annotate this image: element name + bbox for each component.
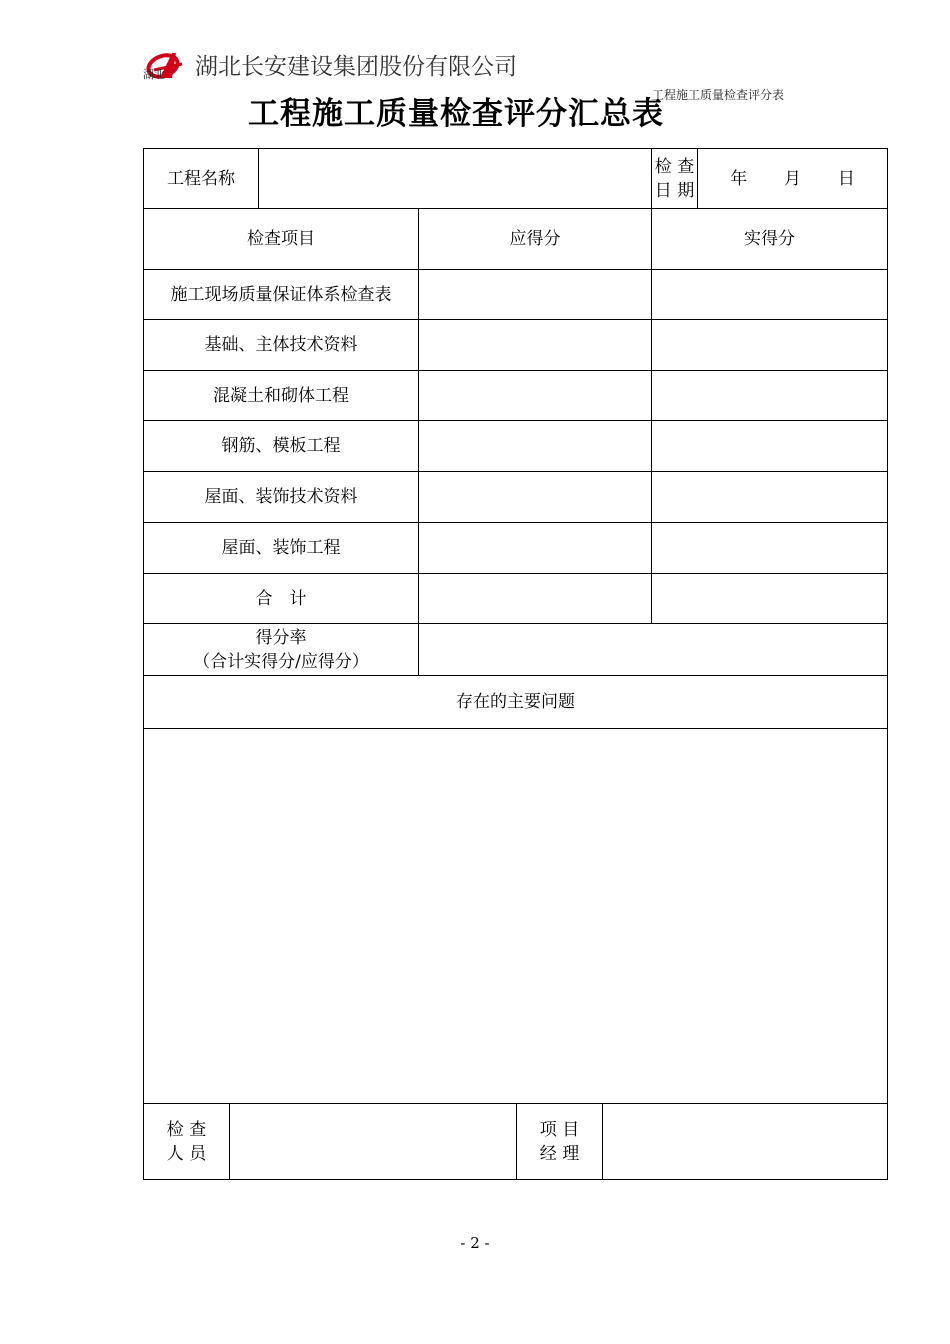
inspector-label-line1: 检 查 xyxy=(166,1119,207,1140)
check-date-label xyxy=(652,149,698,209)
problems-label: 存在的主要问题 xyxy=(144,676,888,729)
item-name: 基础、主体技术资料 xyxy=(144,320,419,371)
logo-caption: 湖北 xyxy=(143,68,165,81)
inspector-label-line2: 人 员 xyxy=(166,1143,207,1164)
inspector-field[interactable] xyxy=(230,1104,517,1180)
item-name: 屋面、装饰工程 xyxy=(144,523,419,574)
company-name: 湖北长安建设集团股份有限公司 xyxy=(195,54,517,80)
item-actual-field[interactable] xyxy=(652,320,888,371)
score-rate-field[interactable] xyxy=(419,624,888,676)
total-actual-field[interactable] xyxy=(652,574,888,624)
total-row xyxy=(144,574,888,624)
check-date-label-line2: 日 期 xyxy=(654,180,695,201)
project-info-row xyxy=(144,149,888,209)
item-name: 施工现场质量保证体系检查表 xyxy=(144,270,419,320)
score-rate-label xyxy=(144,624,419,676)
item-name: 屋面、装饰技术资料 xyxy=(144,472,419,523)
table-row xyxy=(144,421,888,472)
item-name: 混凝土和砌体工程 xyxy=(144,371,419,421)
page-title: 工程施工质量检查评分汇总表 xyxy=(248,96,664,132)
check-date-label-line1: 检 查 xyxy=(654,156,695,177)
col-expected-header: 应得分 xyxy=(419,209,652,270)
table-row xyxy=(144,320,888,371)
item-actual-field[interactable] xyxy=(652,523,888,574)
date-month: 月 xyxy=(784,168,801,189)
manager-field[interactable] xyxy=(603,1104,888,1180)
item-expected-field[interactable] xyxy=(419,421,652,472)
item-expected-field[interactable] xyxy=(419,320,652,371)
col-actual-header: 实得分 xyxy=(652,209,888,270)
manager-label-line1: 项 目 xyxy=(539,1119,580,1140)
item-actual-field[interactable] xyxy=(652,472,888,523)
table-row xyxy=(144,523,888,574)
item-expected-field[interactable] xyxy=(419,371,652,421)
item-actual-field[interactable] xyxy=(652,421,888,472)
project-name-label: 工程名称 xyxy=(144,149,259,209)
date-year: 年 xyxy=(730,168,748,189)
date-day: 日 xyxy=(837,168,855,189)
table-row xyxy=(144,371,888,421)
manager-label-line2: 经 理 xyxy=(539,1143,580,1164)
score-rate-label-line1: 得分率 xyxy=(255,627,307,648)
score-rate-row xyxy=(144,624,888,676)
item-actual-field[interactable] xyxy=(652,270,888,320)
project-name-field[interactable] xyxy=(259,149,652,209)
total-expected-field[interactable] xyxy=(419,574,652,624)
item-expected-field[interactable] xyxy=(419,472,652,523)
inspector-label xyxy=(144,1104,230,1180)
col-item-header: 检查项目 xyxy=(144,209,419,270)
total-label: 合 计 xyxy=(144,574,419,624)
check-date-field[interactable] xyxy=(698,149,888,209)
problems-row xyxy=(144,729,888,1104)
item-name: 钢筋、模板工程 xyxy=(144,421,419,472)
column-header-row xyxy=(144,209,888,270)
page-number: - 2 - xyxy=(460,1234,490,1252)
score-summary-table xyxy=(143,148,888,1180)
table-row xyxy=(144,270,888,320)
running-header: 工程施工质量检查评分表 xyxy=(652,88,785,102)
item-expected-field[interactable] xyxy=(419,270,652,320)
item-expected-field[interactable] xyxy=(419,523,652,574)
signature-row xyxy=(144,1104,888,1180)
item-actual-field[interactable] xyxy=(652,371,888,421)
manager-label xyxy=(517,1104,603,1180)
problems-header-row xyxy=(144,676,888,729)
score-rate-label-line2: （合计实得分/应得分） xyxy=(193,651,369,672)
problems-field[interactable] xyxy=(144,729,888,1104)
table-row xyxy=(144,472,888,523)
